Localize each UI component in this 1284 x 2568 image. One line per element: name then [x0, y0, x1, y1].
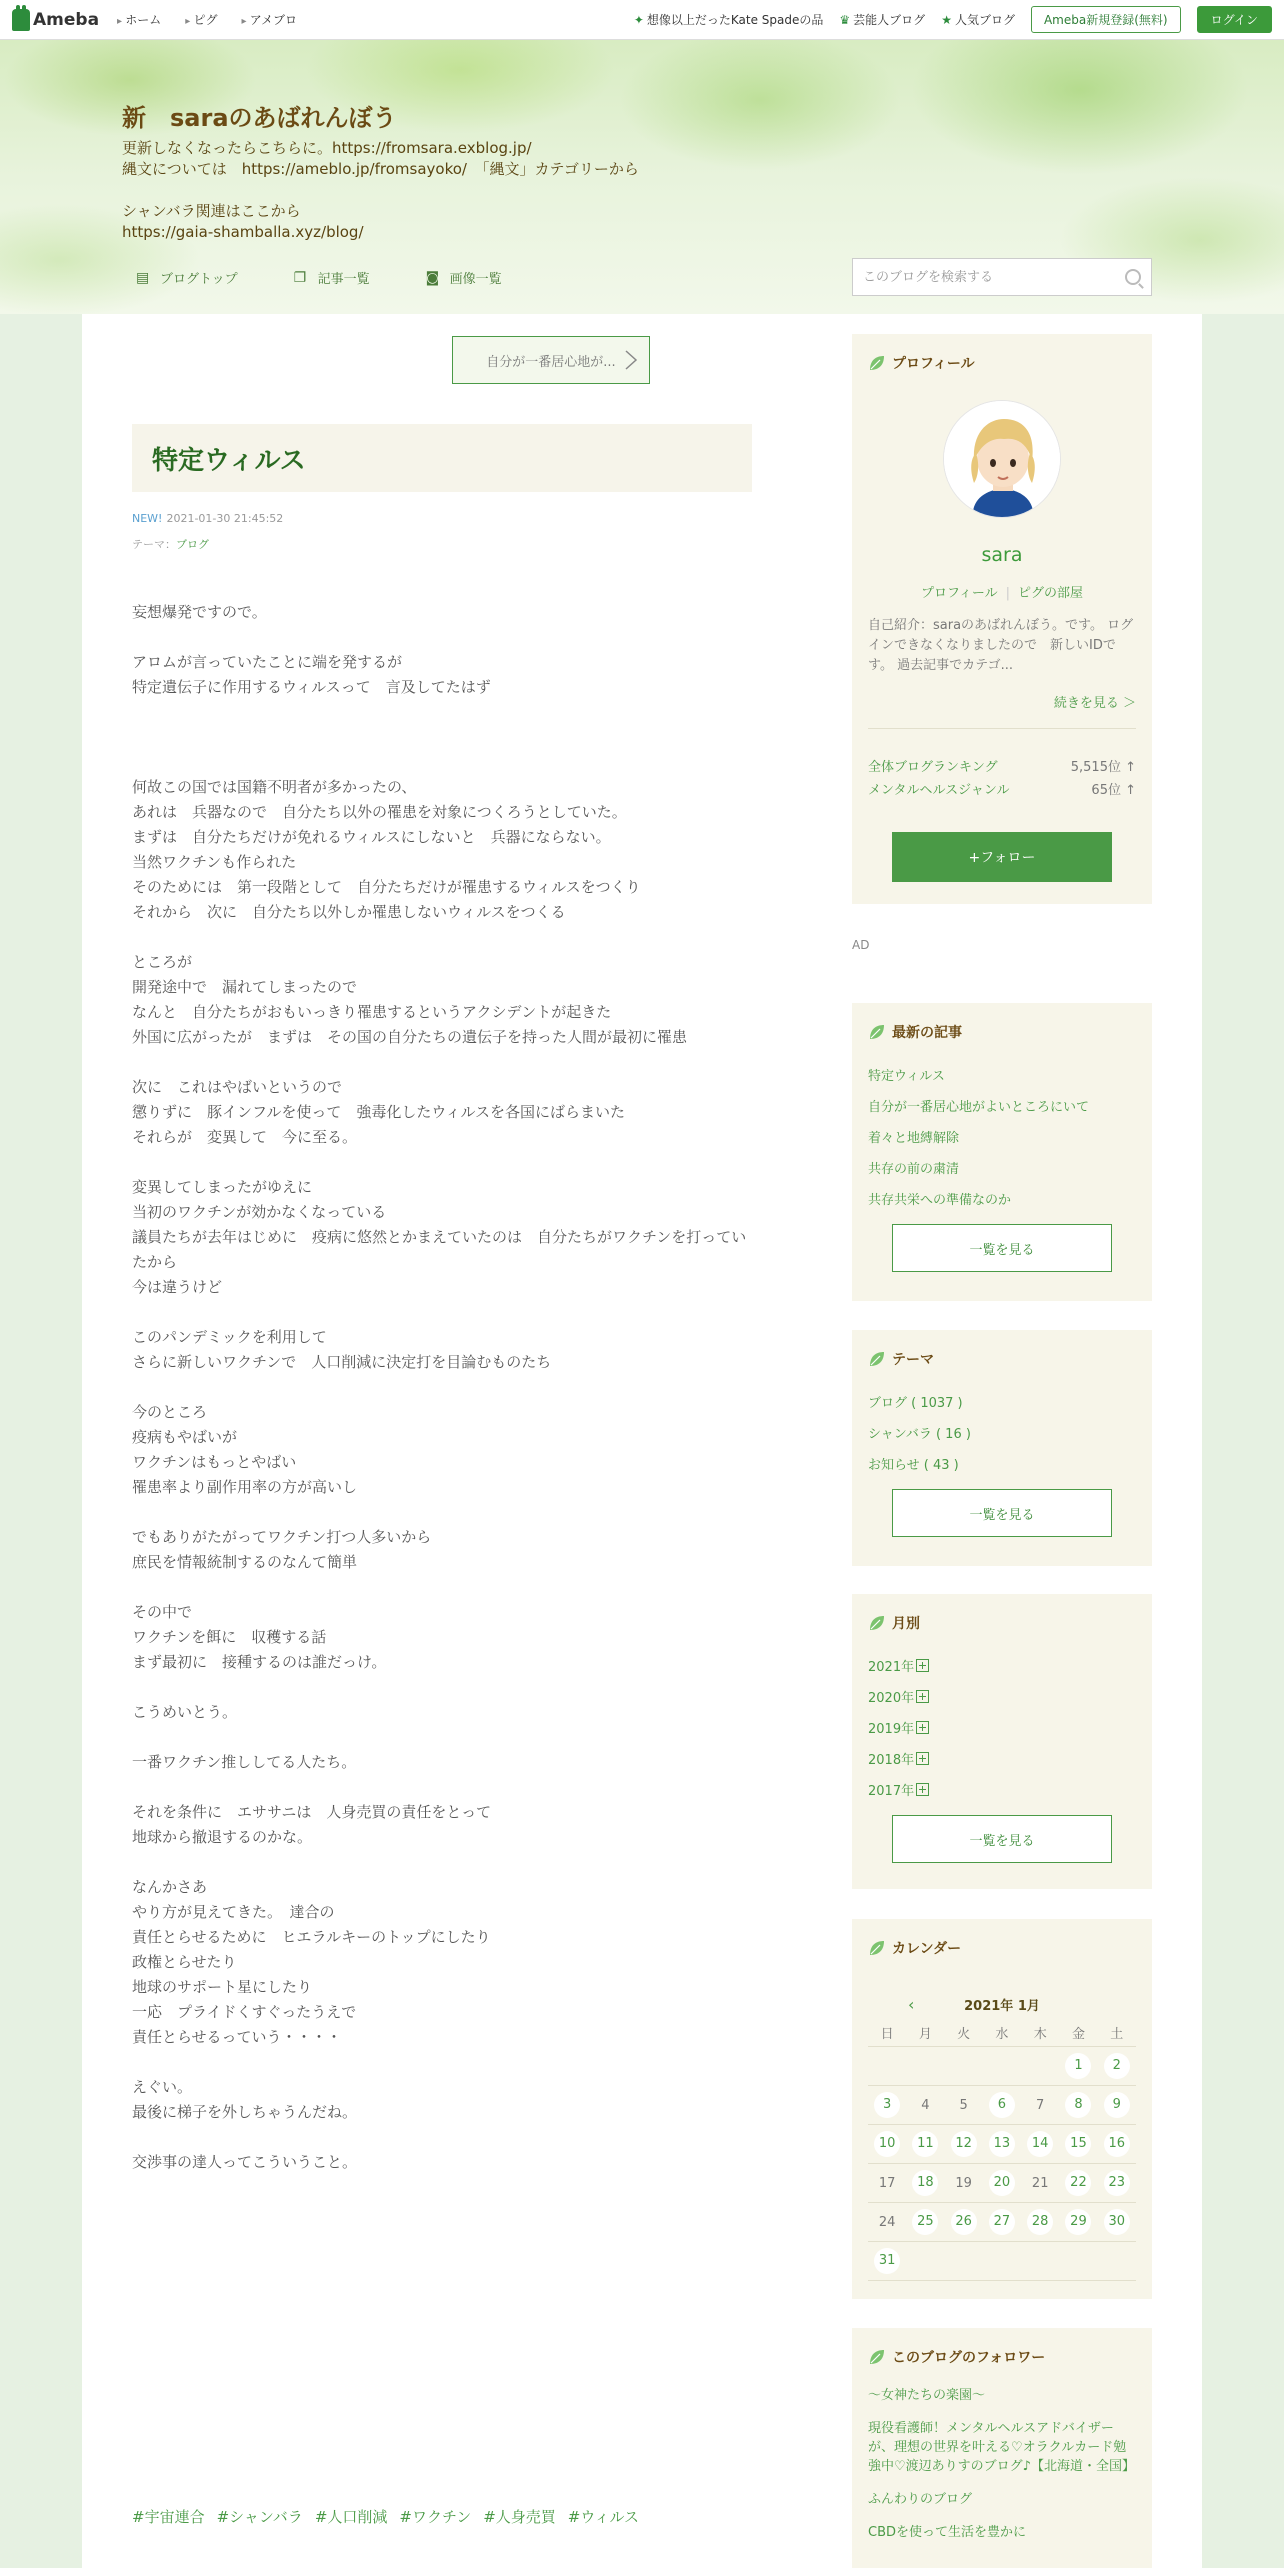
calendar-day: 21: [1031, 2175, 1049, 2191]
calendar-day-number: 14: [1027, 2131, 1053, 2157]
article-line: 地球から撤退するのかな。: [132, 1828, 313, 1846]
overall-ranking: [868, 756, 1136, 775]
calendar-day-number: 15: [1065, 2131, 1091, 2157]
calendar-day-link[interactable]: [983, 2209, 1021, 2235]
article-line: ところが: [132, 953, 193, 971]
document-icon: ▤: [136, 269, 150, 286]
year-expand-link[interactable]: 2020年: [868, 1683, 1136, 1714]
profile-widget: [852, 334, 1152, 904]
calendar-day-link[interactable]: [1021, 2209, 1059, 2235]
calendar-day-number: 22: [1065, 2170, 1091, 2196]
calendar-day-number: 9: [1104, 2092, 1130, 2118]
calendar-weekday: 土: [1110, 2027, 1124, 2042]
article-line: 今は違うけど: [132, 1278, 223, 1296]
article-paragraph: [132, 1700, 752, 1725]
theme-link[interactable]: お知らせ ( 43 ): [868, 1458, 959, 1473]
article-line: 地球のサポート星にしたり: [132, 1978, 313, 1996]
leaf-icon: [868, 2348, 886, 2366]
blog-header: [0, 40, 1284, 314]
article-line: それから 次に 自分たち以外しか罹患しないウィルスをつくる: [132, 903, 566, 921]
star-icon: ★: [941, 13, 952, 27]
article-meta: [132, 512, 283, 525]
calendar-day-link[interactable]: [1098, 2053, 1136, 2079]
login-button[interactable]: ログイン: [1197, 6, 1272, 33]
article-paragraph: [132, 1175, 752, 1300]
article-paragraph: [132, 2075, 752, 2125]
article-paragraph: [132, 1875, 752, 2050]
article-line: 交渉事の達人ってこういうこと。: [132, 2153, 358, 2171]
followers-list: [852, 2386, 1152, 2542]
calendar-weekday: 火: [957, 2027, 971, 2042]
themes-widget: [852, 1330, 1152, 1566]
calendar-day-link[interactable]: [868, 2092, 906, 2118]
article-paragraph: [132, 1075, 752, 1150]
followers-widget: [852, 2328, 1152, 2568]
calendar-weekday: 木: [1033, 2027, 1047, 2042]
ameba-logo[interactable]: Ameba: [12, 9, 99, 31]
article-paragraph: [132, 1400, 752, 1500]
article-paragraph: [132, 775, 752, 925]
article-line: 最後に梯子を外しちゃうんだね。: [132, 2103, 358, 2121]
hashtag-link[interactable]: #シャンバラ: [216, 2508, 303, 2526]
article-line: あれは 兵器なので 自分たち以外の罹患を対象につくろうとしていた。: [132, 803, 627, 821]
widget-heading: 月別: [852, 1594, 1152, 1652]
calendar-day-link[interactable]: [1059, 2053, 1097, 2079]
popular-blog-link[interactable]: ★ 人気ブログ: [941, 13, 1015, 27]
article-title-box: [132, 424, 752, 492]
theme-link[interactable]: ブログ ( 1037 ): [868, 1396, 963, 1411]
article-line: まずは 自分たちだけが免れるウィルスにしないと 兵器にならない。: [132, 828, 611, 846]
calendar-day: 17: [878, 2175, 896, 2191]
calendar-day-number: 23: [1104, 2170, 1130, 2196]
article-paragraph: [132, 725, 752, 750]
crown-icon: ♛: [839, 13, 851, 27]
divider: [868, 728, 1136, 729]
article-paragraph: [132, 950, 752, 1050]
article-line: 開発途中で 漏れてしまったので: [132, 978, 358, 996]
calendar-widget: [852, 1919, 1152, 2299]
follower-link[interactable]: ふんわりのブログ: [868, 2492, 973, 2507]
leaf-icon: [868, 354, 886, 372]
previous-post-link[interactable]: 自分が一番居心地が...: [452, 336, 650, 384]
article-paragraph: [132, 1325, 752, 1375]
promo-link[interactable]: ✦ 想像以上だったKate Spadeの品: [633, 13, 824, 27]
overall-ranking-value: 5,515位 ↑: [1070, 760, 1136, 775]
nav-home[interactable]: ▸ ホーム: [117, 11, 161, 28]
calendar-day-link[interactable]: [1059, 2092, 1097, 2118]
global-nav: [117, 11, 321, 28]
hashtag-link[interactable]: #ウィルス: [567, 2508, 640, 2526]
monthly-see-all-button[interactable]: 一覧を見る: [892, 1815, 1112, 1863]
article-line: その中で: [132, 1603, 193, 1621]
widget-heading: このブログのフォロワー: [852, 2328, 1152, 2386]
entry-list-link[interactable]: ❐ 記事一覧: [293, 269, 370, 287]
blog-search: [852, 258, 1152, 296]
profile-link[interactable]: プロフィール: [920, 586, 998, 601]
article-line: このパンデミックを利用して: [132, 1328, 327, 1346]
calendar-day-number: 6: [989, 2092, 1015, 2118]
hashtag-list: [132, 2506, 639, 2527]
follower-link[interactable]: 〜女神たちの楽園〜: [868, 2388, 986, 2403]
widget-heading: プロフィール: [852, 334, 1152, 392]
monthly-list: [852, 1652, 1152, 1807]
calendar-day-number: 27: [989, 2209, 1015, 2235]
search-icon[interactable]: [1125, 269, 1141, 285]
calendar-day-number: 1: [1065, 2053, 1091, 2079]
article-line: こうめいとう。: [132, 1703, 238, 1721]
article-line: 責任とらせるために ヒエラルキーのトップにしたり: [132, 1928, 491, 1946]
calendar-prev-icon[interactable]: ‹: [908, 1995, 915, 2014]
year-expand-link[interactable]: 2017年: [868, 1776, 1136, 1807]
calendar-day: 5: [959, 2097, 968, 2113]
article-paragraph: [132, 1600, 752, 1675]
article-line: 変異してしまったがゆえに: [132, 1178, 313, 1196]
calendar-day-link[interactable]: [1021, 2131, 1059, 2157]
calendar-week-row: [868, 2047, 1136, 2086]
blog-nav: [136, 268, 502, 287]
calendar-day-link[interactable]: [906, 2131, 944, 2157]
article-line: 一番ワクチン推ししてる人たち。: [132, 1753, 357, 1771]
new-badge: NEW!: [132, 512, 163, 525]
leaf-icon: [868, 1350, 886, 1368]
article-line: 庶民を情報統制するのなんて簡単: [132, 1553, 358, 1571]
article-line: 今のところ: [132, 1403, 208, 1421]
calendar-day-number: 29: [1065, 2209, 1091, 2235]
article-line: そのためには 第一段階として 自分たちだけが罹患するウィルスをつくり: [132, 878, 641, 896]
monthly-archive-widget: [852, 1594, 1152, 1889]
signup-button[interactable]: Ameba新規登録(無料): [1031, 6, 1181, 33]
image-list-link[interactable]: ◙ 画像一覧: [425, 269, 502, 287]
article-line: 次に これはやばいというので: [132, 1078, 343, 1096]
latest-post-link[interactable]: 共存の前の粛清: [868, 1162, 960, 1177]
widget-heading: カレンダー: [852, 1919, 1152, 1977]
calendar-day-link[interactable]: [1059, 2170, 1097, 2196]
article-line: ワクチンはもっとやばい: [132, 1453, 297, 1471]
themes-see-all-button[interactable]: 一覧を見る: [892, 1489, 1112, 1537]
read-more-link[interactable]: 続きを見る ＞: [1053, 696, 1136, 711]
calendar-day-link[interactable]: [1098, 2131, 1136, 2157]
widget-heading: テーマ: [852, 1330, 1152, 1388]
calendar-day-number: 12: [951, 2131, 977, 2157]
calendar-day: 4: [921, 2097, 930, 2113]
calendar-day-number: 10: [874, 2131, 900, 2157]
avatar[interactable]: [943, 400, 1061, 518]
year-expand-link[interactable]: 2019年: [868, 1714, 1136, 1745]
themes-list: [852, 1388, 1152, 1481]
pigg-room-link[interactable]: ピグの部屋: [1018, 586, 1084, 601]
calendar-week-row: [868, 2164, 1136, 2203]
calendar-day-number: 25: [912, 2209, 938, 2235]
calendar-day-number: 8: [1065, 2092, 1091, 2118]
calendar-weekday: 日: [880, 2027, 894, 2042]
latest-see-all-button[interactable]: 一覧を見る: [892, 1224, 1112, 1272]
latest-posts-list: [852, 1061, 1152, 1216]
article-line: 当然ワクチンも作られた: [132, 853, 297, 871]
calendar-day-number: 18: [912, 2170, 938, 2196]
latest-post-link[interactable]: 特定ウィルス: [868, 1069, 945, 1084]
calendar-day-link[interactable]: [1098, 2209, 1136, 2235]
calendar-day-number: 13: [989, 2131, 1015, 2157]
calendar-day-number: 31: [874, 2248, 900, 2274]
genre-ranking-value: 65位 ↑: [1091, 783, 1136, 798]
calendar-week-row: [868, 2086, 1136, 2125]
latest-post-link[interactable]: 共存共栄への準備なのか: [868, 1193, 1012, 1208]
calendar-day-link[interactable]: [868, 2248, 906, 2274]
blog-search-input[interactable]: [863, 270, 1125, 285]
calendar-day-link[interactable]: [983, 2131, 1021, 2157]
article-line: 責任とらせるっていう・・・・: [132, 2028, 342, 2046]
article-line: それを条件に エササニは 人身売買の責任をとって: [132, 1803, 492, 1821]
profile-name[interactable]: sara: [981, 544, 1023, 566]
article-line: 外国に広がったが まずは その国の自分たちの遺伝子を持った人間が最初に罹患: [132, 1028, 688, 1046]
blog-top-link[interactable]: ▤ ブログトップ: [136, 269, 238, 287]
calendar-week-row: [868, 2125, 1136, 2164]
calendar-day-number: 3: [874, 2092, 900, 2118]
article-line: やり方が見えてきた。 達合の: [132, 1903, 335, 1921]
article-body: [132, 600, 752, 2200]
copy-icon: ❐: [293, 269, 307, 286]
calendar-day-link[interactable]: [945, 2131, 983, 2157]
article-line: 当初のワクチンが効かなくなっている: [132, 1203, 387, 1221]
sparkle-icon: ✦: [633, 13, 644, 27]
article-paragraph: [132, 650, 752, 700]
calendar-day-link[interactable]: [1098, 2170, 1136, 2196]
hashtag-link[interactable]: #人口削減: [314, 2508, 388, 2526]
calendar-day: 24: [878, 2214, 896, 2230]
article-paragraph: [132, 1800, 752, 1850]
overall-ranking-link[interactable]: 全体ブログランキング: [868, 760, 998, 775]
calendar-week-row: [868, 2203, 1136, 2242]
calendar-day-number: 16: [1104, 2131, 1130, 2157]
article-theme: テーマ：ブログ: [132, 538, 209, 551]
leaf-icon: [868, 1023, 886, 1041]
article-line: 疫病もやばいが: [132, 1428, 238, 1446]
article-line: 妄想爆発ですので。: [132, 603, 267, 621]
hashtag-link[interactable]: #人身売買: [483, 2508, 556, 2526]
calendar-day: 7: [1036, 2097, 1045, 2113]
nav-ameblo[interactable]: ▸ アメブロ: [241, 11, 296, 28]
article-line: アロムが言っていたことに端を発するが: [132, 653, 403, 671]
theme-link[interactable]: シャンバラ ( 16 ): [868, 1427, 971, 1442]
article-line: 懲りずに 豚インフルを使って 強毒化したウィルスを各国にばらまいた: [132, 1103, 626, 1121]
year-expand-link[interactable]: 2021年: [868, 1652, 1136, 1683]
calendar-day-link[interactable]: [983, 2092, 1021, 2118]
nav-pigg[interactable]: ▸ ピグ: [185, 11, 217, 28]
follower-link[interactable]: CBDを使って生活を豊かに: [868, 2525, 1027, 2540]
blog-title[interactable]: 新 saraのあばれんぼう: [122, 104, 397, 132]
article-line: 一応 プライドくすぐったうえで: [132, 2003, 357, 2021]
hashtag-link[interactable]: #宇宙連合: [132, 2508, 205, 2526]
calendar-day-number: 26: [951, 2209, 977, 2235]
article-line: さらに新しいワクチンで 人口削減に決定打を目論むものたち: [132, 1353, 552, 1371]
calendar-weekday: 金: [1071, 2027, 1085, 2042]
article-line: まず最初に 接種するのは誰だっけ。: [132, 1653, 387, 1671]
article-line: なんと 自分たちがおもいっきり罹患するというアクシデントが起きた: [132, 1003, 612, 1021]
article-paragraph: [132, 1525, 752, 1575]
calendar-day-number: 30: [1104, 2209, 1130, 2235]
calendar-day-number: 11: [912, 2131, 938, 2157]
camera-icon: ◙: [425, 269, 440, 286]
latest-posts-widget: [852, 1003, 1152, 1301]
genre-ranking-link[interactable]: メンタルヘルスジャンル: [868, 783, 1010, 798]
calendar-day-link[interactable]: [868, 2131, 906, 2157]
calendar-day-link[interactable]: [906, 2170, 944, 2196]
article-line: えぐい。: [132, 2078, 193, 2096]
article-paragraph: [132, 600, 752, 625]
chevron-right-icon: [623, 349, 639, 371]
calendar-month: 2021年 1月: [964, 1999, 1040, 2014]
profile-links: [852, 582, 1152, 601]
follow-button[interactable]: +フォロー: [892, 832, 1112, 882]
divider: |: [1005, 586, 1011, 601]
article-datetime: 2021-01-30 21:45:52: [166, 512, 284, 525]
article-paragraph: [132, 1750, 752, 1775]
ameba-logo-icon: [12, 9, 30, 31]
article-paragraph: [132, 2150, 752, 2175]
article-line: 議員たちが去年はじめに 疫病に悠然とかまえていたのは 自分たちがワクチンを打っていたから: [132, 1228, 747, 1271]
article-line: ワクチンを餌に 収穫する話: [132, 1628, 327, 1646]
avatar-illustration: [944, 401, 1061, 518]
calendar-day-link[interactable]: [906, 2209, 944, 2235]
article-line: それらが 変異して 今に至る。: [132, 1128, 358, 1146]
calendar-day-number: 28: [1027, 2209, 1053, 2235]
follower-link[interactable]: 現役看護師！メンタルヘルスアドバイザーが、理想の世界を叶える♡オラクルカード勉強中♡渡辺ありすのブログ♪【北海道・全国】: [868, 2421, 1135, 2474]
widget-heading: 最新の記事: [852, 1003, 1152, 1061]
hashtag-link[interactable]: #ワクチン: [399, 2508, 472, 2526]
calendar-day-link[interactable]: [1059, 2131, 1097, 2157]
article-line: 特定遺伝子に作用するウィルスって 言及してたはず: [132, 678, 491, 696]
calendar-day-number: 20: [989, 2170, 1015, 2196]
leaf-icon: [868, 1939, 886, 1957]
article-line: でもありがたがってワクチン打つ人多いから: [132, 1528, 432, 1546]
leaf-icon: [868, 1614, 886, 1632]
calendar-day-link[interactable]: [945, 2209, 983, 2235]
calendar-week-row: [868, 2242, 1136, 2281]
article-line: なんかさあ: [132, 1878, 208, 1896]
blog-description: 更新しなくなったらこちらに。https://fromsara.exblog.jp/ 縄文については https://ameblo.jp/fromsayoko/ 「縄文」カテゴリーから シャンバラ関連はここから https://gaia-shamballa.xyz/blog/: [122, 139, 639, 241]
calendar-day-link[interactable]: [983, 2170, 1021, 2196]
calendar-weekday: 水: [995, 2027, 1009, 2042]
article-theme-link[interactable]: ブログ: [176, 538, 209, 551]
calendar-day-link[interactable]: [1059, 2209, 1097, 2235]
genre-ranking: [868, 779, 1136, 798]
article-line: 何故この国では国籍不明者が多かったの、: [132, 778, 417, 796]
calendar-day-link[interactable]: [1098, 2092, 1136, 2118]
latest-post-link[interactable]: 着々と地縛解除: [868, 1131, 960, 1146]
article-line: 政権とらせたり: [132, 1953, 237, 1971]
article-line: [132, 725, 752, 750]
ad-label: AD: [852, 938, 870, 952]
calendar-weekday: 月: [918, 2027, 932, 2042]
calendar-grid: [868, 2019, 1136, 2281]
article-title[interactable]: 特定ウィルス: [152, 445, 306, 476]
calendar-day: 19: [955, 2175, 972, 2191]
article-line: 罹患率より副作用率の方が高いし: [132, 1478, 358, 1496]
profile-intro: 自己紹介：saraのあばれんぼう。です。 ログインできなくなりましたので 新しいIDです。 過去記事でカテゴ...: [868, 618, 1134, 673]
global-header: [0, 0, 1284, 40]
latest-post-link[interactable]: 自分が一番居心地がよいところにいて: [868, 1100, 1090, 1115]
global-header-right: [634, 6, 1272, 33]
calendar-day-number: 2: [1104, 2053, 1130, 2079]
year-expand-link[interactable]: 2018年: [868, 1745, 1136, 1776]
calendar-weekday-row: [868, 2019, 1136, 2047]
celebrity-blog-link[interactable]: ♛ 芸能人ブログ: [839, 13, 926, 27]
